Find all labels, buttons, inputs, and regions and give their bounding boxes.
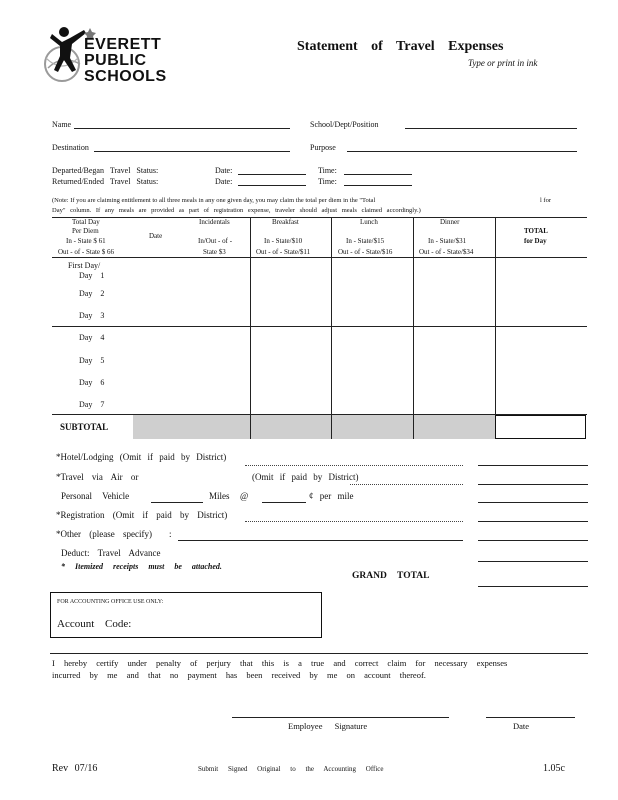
registration-amount-line[interactable] xyxy=(478,521,588,522)
hdr-in-state: In - State $ 61 xyxy=(66,237,106,245)
hdr-dinner-in: In - State/$31 xyxy=(428,237,467,245)
hdr-breakfast-out: Out - of - State/$11 xyxy=(256,248,311,256)
vehicle-miles-field[interactable] xyxy=(151,502,203,503)
note-line-1b: l for xyxy=(540,197,552,204)
day-6-label: Day 6 xyxy=(79,378,105,387)
travel-label: *Travel via Air or xyxy=(56,472,139,482)
purpose-label: Purpose xyxy=(310,143,336,152)
hdr-for-day: for Day xyxy=(524,237,547,245)
purpose-field[interactable] xyxy=(347,151,577,152)
hdr-per-diem: Per Diem xyxy=(72,227,99,235)
grand-total-line[interactable] xyxy=(478,586,588,587)
footer-instruction: Submit Signed Original to the Accounting Office xyxy=(198,765,384,773)
at-label: @ xyxy=(240,491,249,501)
day-7-label: Day 7 xyxy=(79,400,105,409)
cents-per-mile-label: ¢ per mile xyxy=(309,491,354,501)
hdr-lunch-out: Out - of - State/$16 xyxy=(338,248,393,256)
hotel-field[interactable] xyxy=(245,465,463,466)
employee-signature-line[interactable] xyxy=(232,717,449,718)
accounting-label: FOR ACCOUNTING OFFICE USE ONLY: xyxy=(57,599,164,605)
returned-date-field[interactable] xyxy=(238,185,306,186)
hdr-dinner: Dinner xyxy=(440,218,460,226)
hdr-total: TOTAL xyxy=(524,227,548,235)
registration-label: *Registration (Omit if paid by District) xyxy=(56,510,228,520)
travel-amount-line[interactable] xyxy=(478,484,588,485)
other-amount-line[interactable] xyxy=(478,540,588,541)
footer-form-number: 1.05c xyxy=(543,763,565,774)
employee-signature-label: Employee Signature xyxy=(288,721,368,731)
rate-field[interactable] xyxy=(262,502,306,503)
day-5-label: Day 5 xyxy=(79,356,105,365)
note-line-1: (Note: If you are claiming entitlement to all three meals in any one given day, you may claim the total per diem in the "Total xyxy=(52,197,376,204)
day-4-label: Day 4 xyxy=(79,333,105,342)
deduct-label: Deduct: Travel Advance xyxy=(61,548,161,558)
first-day-label: First Day/ xyxy=(68,261,101,270)
day-1-label: Day 1 xyxy=(79,271,105,280)
returned-date-label: Date: xyxy=(215,177,233,186)
certification-line-2: incurred by me and that no payment has been received by me on account thereof. xyxy=(52,670,426,680)
logo-text-everett: EVERETT xyxy=(84,36,162,53)
hotel-label: *Hotel/Lodging (Omit if paid by District) xyxy=(56,452,227,462)
hdr-dinner-out: Out - of - State/$34 xyxy=(419,248,474,256)
other-label: *Other (please specify) xyxy=(56,529,152,539)
hdr-lunch-in: In - State/$15 xyxy=(346,237,385,245)
accounting-box[interactable] xyxy=(50,592,322,638)
date-signature-label: Date xyxy=(513,721,530,731)
subtotal-shade xyxy=(133,415,495,439)
hdr-incidentals-state: State $3 xyxy=(203,248,226,256)
school-label: School/Dept/Position xyxy=(310,120,379,129)
registration-field[interactable] xyxy=(245,521,463,522)
subtotal-total-box[interactable] xyxy=(495,415,586,439)
logo-text-public: PUBLIC xyxy=(84,52,147,69)
name-label: Name xyxy=(52,120,72,129)
departed-date-label: Date: xyxy=(215,166,233,175)
deduct-amount-line[interactable] xyxy=(478,561,588,562)
other-colon: : xyxy=(169,529,172,539)
travel-field[interactable] xyxy=(350,484,463,485)
hdr-incidentals-inout: In/Out - of - xyxy=(198,237,233,245)
departed-time-field[interactable] xyxy=(344,174,412,175)
other-field[interactable] xyxy=(178,540,463,541)
vehicle-amount-line[interactable] xyxy=(478,502,588,503)
logo xyxy=(40,24,190,86)
vehicle-label: Personal Vehicle xyxy=(61,491,130,501)
returned-time-field[interactable] xyxy=(344,185,412,186)
logo-text-schools: SCHOOLS xyxy=(84,68,167,85)
departed-time-label: Time: xyxy=(318,166,337,175)
departed-label: Departed/Began Travel Status: xyxy=(52,166,159,175)
miles-label: Miles xyxy=(209,491,230,501)
destination-label: Destination xyxy=(52,143,89,152)
itemized-note: * Itemized receipts must be attached. xyxy=(61,562,222,571)
hdr-out-state: Out - of - State $ 66 xyxy=(58,248,114,256)
day-3-label: Day 3 xyxy=(79,311,105,320)
grand-total-label: GRAND TOTAL xyxy=(352,571,430,581)
hdr-breakfast-in: In - State/$10 xyxy=(264,237,303,245)
day-2-label: Day 2 xyxy=(79,289,105,298)
certification-line-1: I hereby certify under penalty of perjury that this is a true and correct claim for necessary expenses xyxy=(52,658,508,668)
date-signature-line[interactable] xyxy=(486,717,575,718)
name-field[interactable] xyxy=(74,128,290,129)
subtotal-label: SUBTOTAL xyxy=(60,422,109,432)
hdr-total-day: Total Day xyxy=(72,218,100,226)
note-line-2: Day" column. If any meals are provided as part of registration expense, traveler should adjust meals claimed accordingly.) xyxy=(52,207,421,214)
destination-field[interactable] xyxy=(94,151,290,152)
hdr-lunch: Lunch xyxy=(360,218,378,226)
hdr-breakfast: Breakfast xyxy=(272,218,299,226)
returned-time-label: Time: xyxy=(318,177,337,186)
hdr-incidentals: Incidentals xyxy=(199,218,230,226)
departed-date-field[interactable] xyxy=(238,174,306,175)
school-field[interactable] xyxy=(405,128,577,129)
hdr-date: Date xyxy=(149,232,163,240)
form-title: Statement of Travel Expenses xyxy=(297,39,504,54)
hotel-amount-line[interactable] xyxy=(478,465,588,466)
form-subtitle: Type or print in ink xyxy=(468,58,538,68)
travel-omit-label: (Omit if paid by District) xyxy=(252,472,359,482)
account-code-label: Account Code: xyxy=(57,618,132,630)
footer-rev: Rev 07/16 xyxy=(52,763,98,774)
returned-label: Returned/Ended Travel Status: xyxy=(52,177,159,186)
